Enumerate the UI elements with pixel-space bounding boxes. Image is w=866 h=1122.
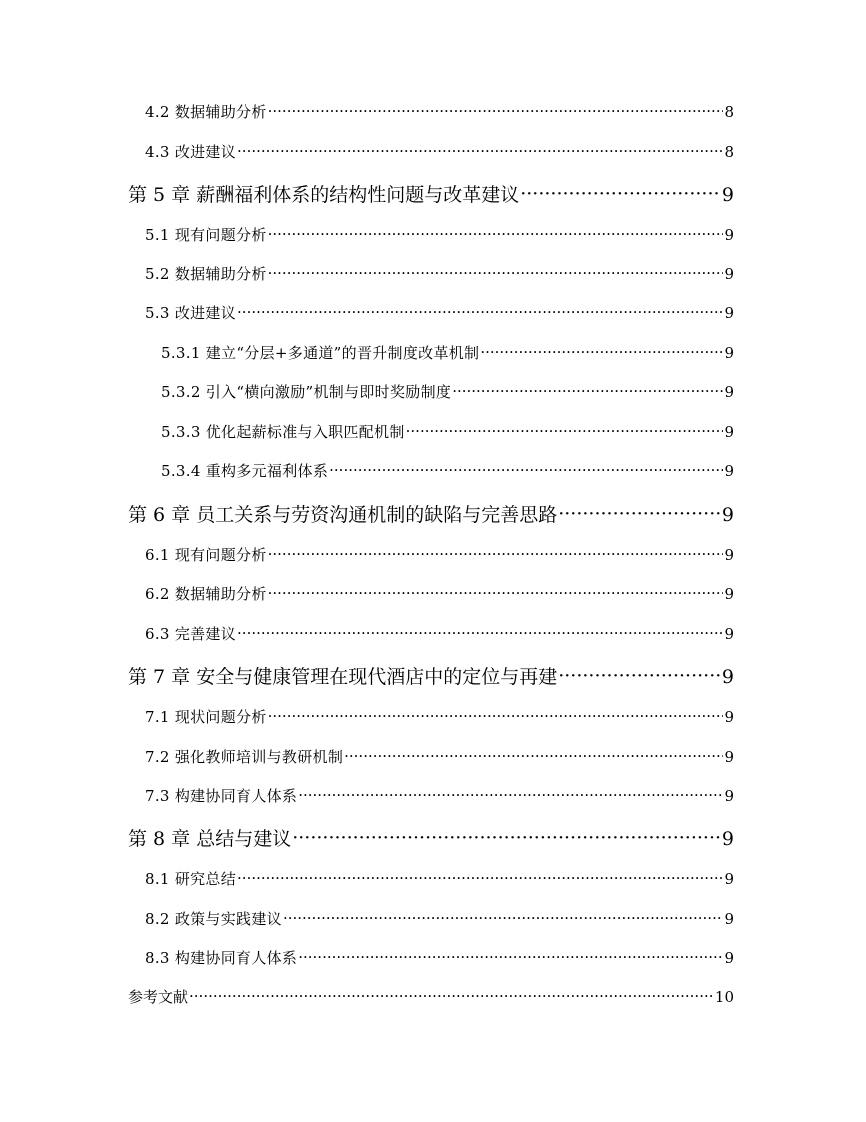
toc-page-number: 8 <box>724 103 734 121</box>
toc-entry-5-1[interactable] <box>145 224 734 245</box>
dot-leader <box>520 183 721 205</box>
toc-page-number: 9 <box>724 226 734 244</box>
toc-entry-8-3[interactable] <box>145 947 734 968</box>
toc-entry-chapter-6[interactable] <box>128 500 734 527</box>
toc-entry-6-1[interactable] <box>145 544 734 565</box>
toc-entry-5-3-3[interactable] <box>161 421 734 442</box>
toc-entry-4-2[interactable] <box>145 101 734 122</box>
toc-page-number: 9 <box>724 546 734 564</box>
toc-entry-label: 7.2 强化教师培训与教研机制 <box>145 748 344 766</box>
toc-entry-label: 8.1 研究总结 <box>145 870 237 888</box>
toc-page-number: 9 <box>721 184 734 206</box>
toc-page-number: 9 <box>724 748 734 766</box>
toc-entry-chapter-5[interactable] <box>128 180 734 207</box>
toc-page-number: 9 <box>724 949 734 967</box>
toc-entry-chapter-7[interactable] <box>128 662 734 689</box>
toc-page-number: 9 <box>724 910 734 928</box>
toc-entry-label: 第 5 章 薪酬福利体系的结构性问题与改革建议 <box>128 184 520 206</box>
toc-entry-8-1[interactable] <box>145 868 734 889</box>
dot-leader <box>558 503 721 525</box>
toc-page-number: 9 <box>724 625 734 643</box>
toc-page-number: 9 <box>724 870 734 888</box>
toc-page-number: 9 <box>721 666 734 688</box>
toc-entry-chapter-8[interactable] <box>128 824 734 851</box>
toc-entry-6-3[interactable] <box>145 623 734 644</box>
toc-page-number: 9 <box>724 462 734 480</box>
toc-entry-label: 6.3 完善建议 <box>145 625 237 643</box>
toc-entry-label: 8.3 构建协同育人体系 <box>145 949 298 967</box>
dot-leader <box>329 461 723 479</box>
toc-entry-label: 5.3.2 引入“横向激励”机制与即时奖励制度 <box>161 383 452 401</box>
toc-page-number: 9 <box>721 828 734 850</box>
toc-entry-label: 5.3.4 重构多元福利体系 <box>161 462 329 480</box>
toc-entry-label: 5.2 数据辅助分析 <box>145 265 267 283</box>
toc-entry-label: 6.2 数据辅助分析 <box>145 585 267 603</box>
toc-entry-8-2[interactable] <box>145 908 734 929</box>
dot-leader <box>237 624 723 642</box>
toc-entry-7-3[interactable] <box>145 785 734 806</box>
toc-page-number: 9 <box>724 344 734 362</box>
dot-leader <box>268 545 724 563</box>
toc-entry-label: 第 6 章 员工关系与劳资沟通机制的缺陷与完善思路 <box>128 504 558 526</box>
dot-leader <box>344 747 723 765</box>
toc-entry-5-2[interactable] <box>145 263 734 284</box>
dot-leader <box>268 707 724 725</box>
toc-entry-label: 参考文献 <box>128 988 189 1006</box>
dot-leader <box>558 665 721 687</box>
toc-entry-label: 5.1 现有问题分析 <box>145 226 267 244</box>
dot-leader <box>189 987 714 1005</box>
toc-entry-5-3-4[interactable] <box>161 460 734 481</box>
toc-entry-5-3[interactable] <box>145 302 734 323</box>
toc-page-number: 10 <box>714 988 734 1006</box>
toc-entry-label: 第 7 章 安全与健康管理在现代酒店中的定位与再建 <box>128 666 558 688</box>
dot-leader <box>480 343 723 361</box>
dot-leader <box>298 948 723 966</box>
toc-page-number: 9 <box>724 708 734 726</box>
toc-entry-7-2[interactable] <box>145 746 734 767</box>
toc-entry-label: 7.1 现状问题分析 <box>145 708 267 726</box>
toc-entry-6-2[interactable] <box>145 583 734 604</box>
toc-page-number: 9 <box>724 265 734 283</box>
toc-entry-7-1[interactable] <box>145 706 734 727</box>
toc-page-number: 9 <box>724 787 734 805</box>
dot-leader <box>292 827 721 849</box>
toc-entry-4-3[interactable] <box>145 141 734 162</box>
toc-page-number: 8 <box>724 143 734 161</box>
dot-leader <box>268 264 724 282</box>
dot-leader <box>268 584 724 602</box>
dot-leader <box>268 102 724 120</box>
toc-page-number: 9 <box>724 383 734 401</box>
toc-page-number: 9 <box>721 504 734 526</box>
dot-leader <box>298 786 723 804</box>
toc-entry-5-3-2[interactable] <box>161 381 734 402</box>
toc-entry-label: 7.3 构建协同育人体系 <box>145 787 298 805</box>
toc-entry-5-3-1[interactable] <box>161 342 734 363</box>
dot-leader <box>237 142 723 160</box>
toc-entry-label: 4.2 数据辅助分析 <box>145 103 267 121</box>
toc-page-number: 9 <box>724 585 734 603</box>
dot-leader <box>237 869 723 887</box>
toc-entry-label: 8.2 政策与实践建议 <box>145 910 282 928</box>
toc-entry-label: 4.3 改进建议 <box>145 143 237 161</box>
toc-entry-label: 5.3.3 优化起薪标准与入职匹配机制 <box>161 423 405 441</box>
toc-entry-label: 第 8 章 总结与建议 <box>128 828 292 850</box>
toc-entry-label: 6.1 现有问题分析 <box>145 546 267 564</box>
dot-leader <box>452 382 723 400</box>
toc-page-number: 9 <box>724 304 734 322</box>
toc-entry-label: 5.3 改进建议 <box>145 304 237 322</box>
dot-leader <box>268 225 724 243</box>
toc-entry-references[interactable] <box>128 986 734 1007</box>
dot-leader <box>283 909 724 927</box>
toc-page-number: 9 <box>724 423 734 441</box>
dot-leader <box>237 303 723 321</box>
toc-entry-label: 5.3.1 建立“分层+多通道”的晋升制度改革机制 <box>161 344 480 362</box>
dot-leader <box>406 422 724 440</box>
